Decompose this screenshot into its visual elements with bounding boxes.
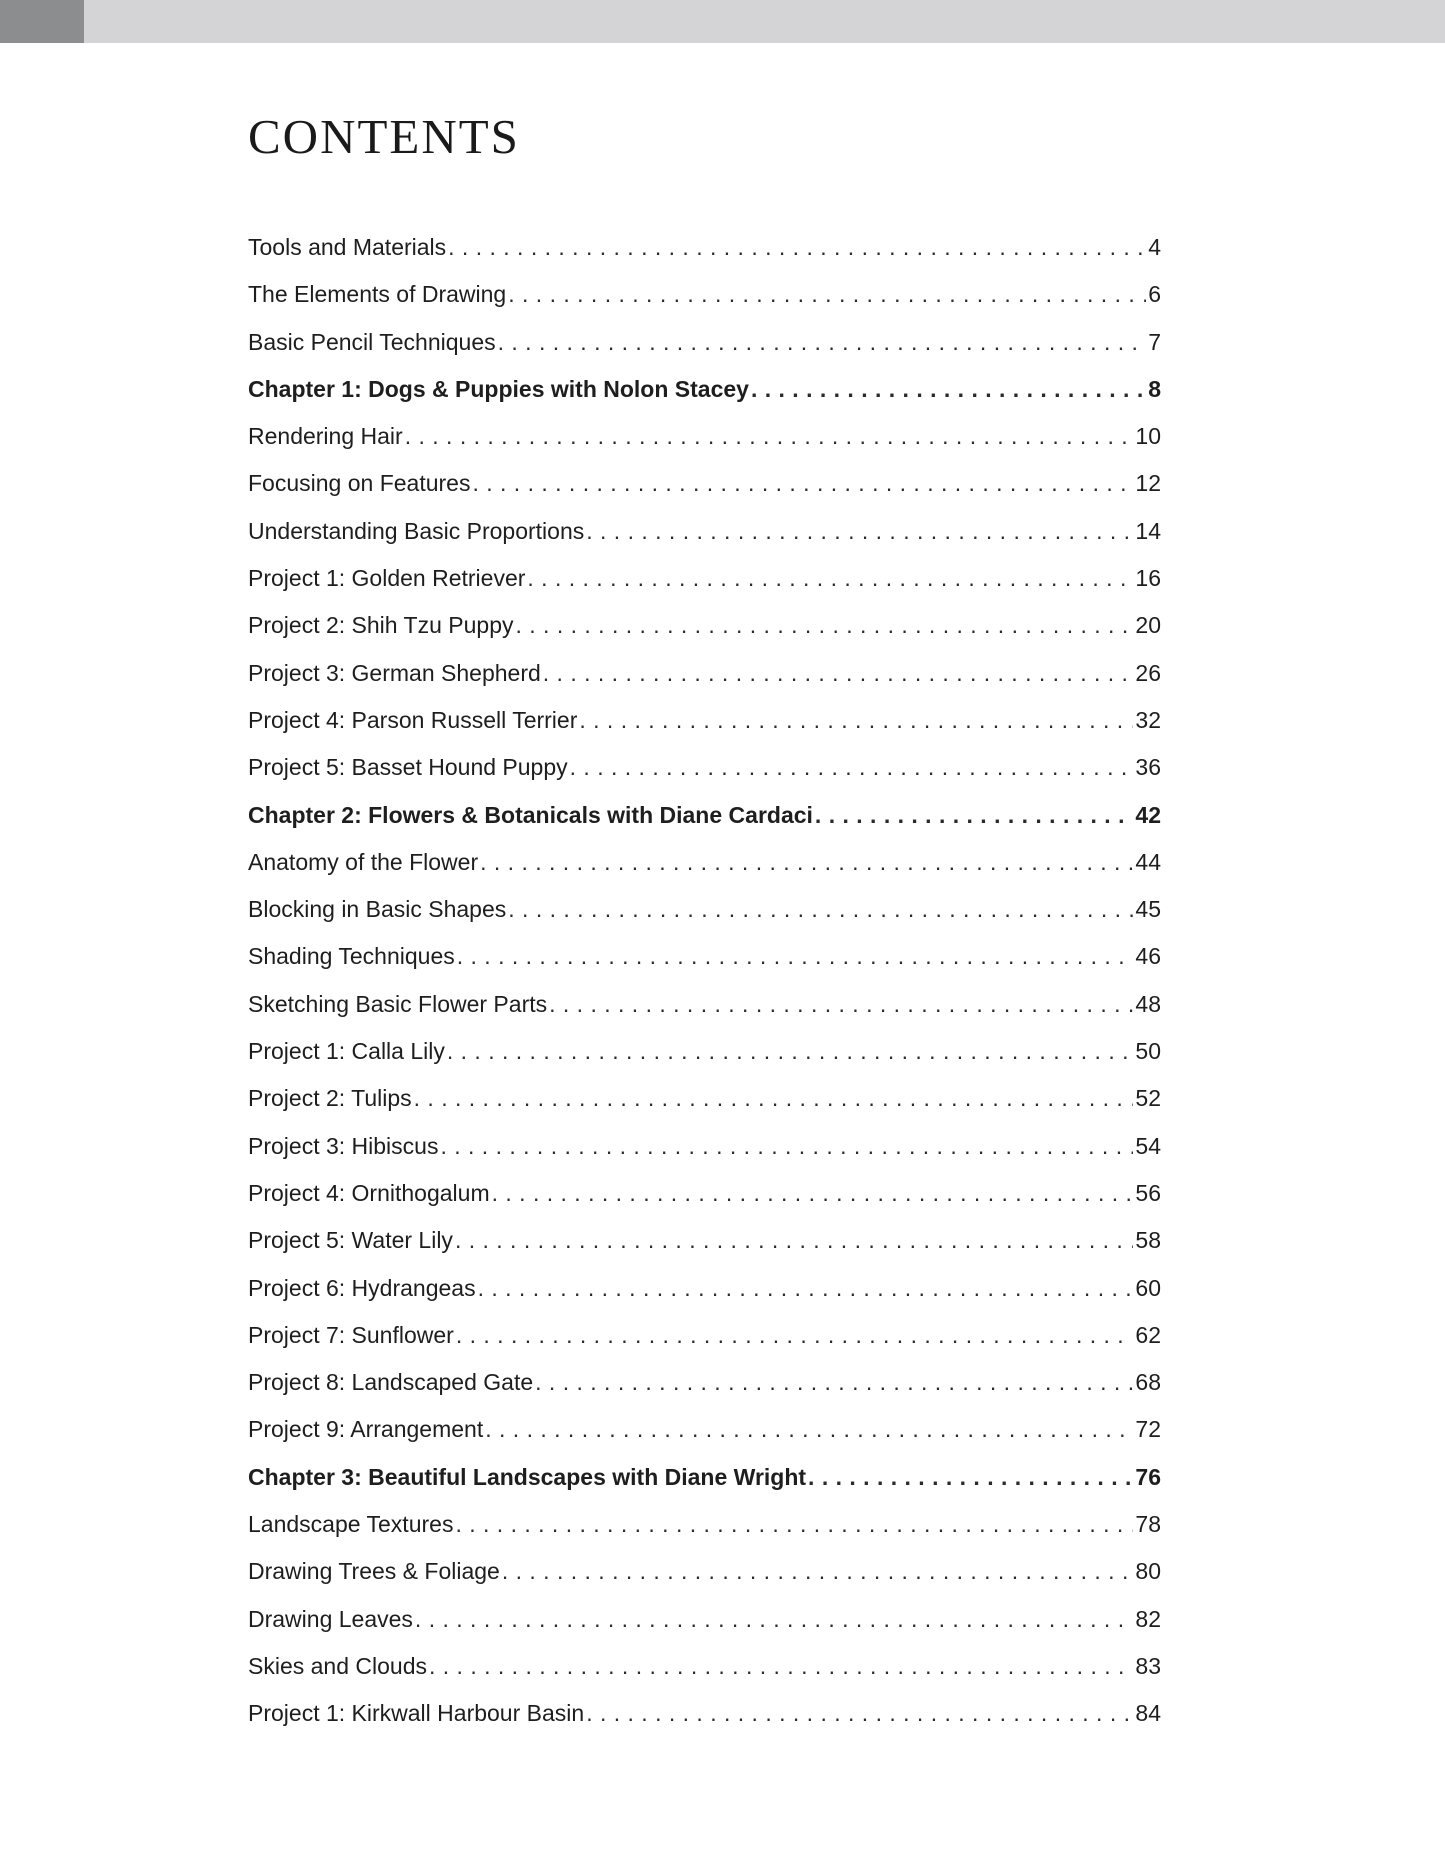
toc-entry-title: Landscape Textures: [248, 1511, 454, 1538]
toc-entry-title: Project 1: Kirkwall Harbour Basin: [248, 1700, 585, 1727]
dot-leader: [414, 1075, 1134, 1122]
toc-entry: [248, 839, 1161, 886]
toc-entry-title: Project 4: Parson Russell Terrier: [248, 706, 578, 733]
dot-leader: [579, 697, 1133, 744]
toc-page-number: 62: [1135, 1321, 1161, 1348]
toc-page-number: 83: [1135, 1652, 1161, 1679]
dot-leader: [543, 650, 1134, 697]
dot-leader: [549, 981, 1133, 1028]
dot-leader: [535, 1359, 1133, 1406]
toc-entry: [248, 1548, 1161, 1595]
dot-leader: [808, 1454, 1133, 1501]
toc-entry-title: Project 5: Water Lily: [248, 1227, 453, 1254]
dot-leader: [429, 1643, 1133, 1690]
toc-entry: [248, 460, 1161, 507]
toc-chapter-entry: [248, 792, 1161, 839]
toc-entry-title: Project 2: Tulips: [248, 1085, 412, 1112]
toc-entry-title: Project 6: Hydrangeas: [248, 1274, 476, 1301]
dot-leader: [457, 933, 1134, 980]
toc-entry-title: Project 1: Calla Lily: [248, 1038, 445, 1065]
toc-entry-title: Shading Techniques: [248, 943, 455, 970]
dot-leader: [502, 1548, 1134, 1595]
toc-entry-title: Basic Pencil Techniques: [248, 328, 496, 355]
toc-entry-title: Project 1: Golden Retriever: [248, 565, 526, 592]
dot-leader: [480, 839, 1133, 886]
dot-leader: [447, 1028, 1134, 1075]
dot-leader: [751, 366, 1146, 413]
page-title: CONTENTS: [248, 109, 520, 164]
dot-leader: [508, 886, 1133, 933]
toc-page-number: 7: [1148, 328, 1161, 355]
toc-entry: [248, 1312, 1161, 1359]
dot-leader: [570, 744, 1134, 791]
toc-entry: [248, 744, 1161, 791]
toc-page-number: 54: [1135, 1132, 1161, 1159]
toc-entry: [248, 1643, 1161, 1690]
toc-entry-title: Project 8: Landscaped Gate: [248, 1369, 534, 1396]
toc-entry-title: Chapter 2: Flowers & Botanicals with Diane Cardaci: [248, 801, 813, 828]
toc-entry: [248, 1501, 1161, 1548]
toc-entry: [248, 981, 1161, 1028]
toc-page-number: 26: [1135, 659, 1161, 686]
toc-entry: [248, 1596, 1161, 1643]
toc-entry: [248, 224, 1161, 271]
dot-leader: [492, 1170, 1134, 1217]
dot-leader: [455, 1501, 1133, 1548]
toc-entry-title: Blocking in Basic Shapes: [248, 896, 507, 923]
dot-leader: [405, 413, 1134, 460]
dot-leader: [485, 1406, 1133, 1453]
toc-entry-title: Chapter 1: Dogs & Puppies with Nolon Stacey: [248, 375, 749, 402]
dot-leader: [815, 792, 1133, 839]
toc-entry: [248, 650, 1161, 697]
toc-entry-title: The Elements of Drawing: [248, 281, 507, 308]
toc-entry: [248, 1170, 1161, 1217]
toc-entry-title: Project 4: Ornithogalum: [248, 1179, 490, 1206]
toc-entry: [248, 602, 1161, 649]
toc-entry-title: Tools and Materials: [248, 234, 447, 260]
dot-leader: [527, 555, 1133, 602]
toc-page-number: 76: [1135, 1463, 1161, 1490]
toc-page-number: 42: [1135, 801, 1161, 828]
dot-leader: [415, 1596, 1133, 1643]
toc-page-number: 50: [1135, 1038, 1161, 1065]
dot-leader: [472, 460, 1133, 507]
toc-entry: [248, 1028, 1161, 1075]
toc-page-number: 45: [1135, 896, 1161, 923]
dot-leader: [456, 1312, 1134, 1359]
toc-page-number: 12: [1135, 470, 1161, 497]
toc-entry: [248, 1075, 1161, 1122]
toc-page-number: 58: [1135, 1227, 1161, 1254]
toc-entry: [248, 697, 1161, 744]
toc-entry: [248, 319, 1161, 366]
toc-page-number: 48: [1135, 990, 1161, 1017]
dot-leader: [455, 1217, 1133, 1264]
toc-entry: [248, 508, 1161, 555]
toc-entry: [248, 1690, 1161, 1737]
toc-entry: [248, 1359, 1161, 1406]
toc-page-number: 52: [1135, 1085, 1161, 1112]
toc-entry: [248, 555, 1161, 602]
toc-entry-title: Project 3: Hibiscus: [248, 1132, 439, 1159]
dot-leader: [586, 1690, 1133, 1737]
toc-page-number: 78: [1135, 1511, 1161, 1538]
table-of-contents: [248, 224, 1161, 1738]
toc-page-number: 20: [1135, 612, 1161, 639]
top-bar: [0, 0, 1445, 43]
toc-page-number: 32: [1135, 706, 1161, 733]
toc-entry-title: Project 2: Shih Tzu Puppy: [248, 612, 514, 639]
toc-entry-title: Rendering Hair: [248, 423, 403, 450]
dot-leader: [508, 271, 1146, 318]
top-bar-tab: [0, 0, 84, 43]
toc-entry-title: Anatomy of the Flower: [248, 848, 479, 875]
toc-entry-title: Project 3: German Shepherd: [248, 659, 541, 686]
toc-entry: [248, 933, 1161, 980]
toc-page-number: 56: [1135, 1179, 1161, 1206]
toc-entry-title: Drawing Trees & Foliage: [248, 1558, 500, 1585]
toc-entry-title: Project 9: Arrangement: [248, 1416, 484, 1443]
toc-page-number: 80: [1135, 1558, 1161, 1585]
toc-entry: [248, 1265, 1161, 1312]
toc-page-number: 10: [1135, 423, 1161, 450]
toc-chapter-entry: [248, 1454, 1161, 1501]
toc-entry-title: Skies and Clouds: [248, 1652, 427, 1679]
toc-chapter-entry: [248, 366, 1161, 413]
dot-leader: [448, 224, 1146, 271]
toc-page-number: 82: [1135, 1605, 1161, 1632]
toc-page-number: 84: [1135, 1700, 1161, 1727]
toc-page-number: 60: [1135, 1274, 1161, 1301]
toc-page-number: 14: [1135, 517, 1161, 544]
toc-page-number: 16: [1135, 565, 1161, 592]
dot-leader: [478, 1265, 1134, 1312]
toc-page-number: 72: [1135, 1416, 1161, 1443]
dot-leader: [498, 319, 1147, 366]
toc-entry-title: Understanding Basic Proportions: [248, 517, 585, 544]
dot-leader: [440, 1123, 1133, 1170]
toc-page-number: 6: [1148, 281, 1161, 308]
toc-entry-title: Sketching Basic Flower Parts: [248, 990, 548, 1017]
toc-entry-title: Project 5: Basset Hound Puppy: [248, 754, 568, 781]
toc-entry-title: Project 7: Sunflower: [248, 1321, 454, 1348]
toc-page-number: 46: [1135, 943, 1161, 970]
toc-entry: [248, 886, 1161, 933]
toc-entry: [248, 271, 1161, 318]
toc-page-number: 36: [1135, 754, 1161, 781]
dot-leader: [586, 508, 1133, 555]
toc-entry-title: Drawing Leaves: [248, 1605, 413, 1632]
toc-entry: [248, 413, 1161, 460]
toc-page-number: 68: [1135, 1369, 1161, 1396]
toc-entry: [248, 1217, 1161, 1264]
dot-leader: [516, 602, 1134, 649]
toc-entry: [248, 1406, 1161, 1453]
toc-entry-title: Focusing on Features: [248, 470, 471, 497]
toc-page-number: 8: [1148, 375, 1161, 402]
toc-page-number: 44: [1135, 848, 1161, 875]
toc-page-number: 4: [1148, 234, 1161, 260]
toc-entry-title: Chapter 3: Beautiful Landscapes with Diane Wright: [248, 1463, 807, 1490]
toc-entry: [248, 1123, 1161, 1170]
